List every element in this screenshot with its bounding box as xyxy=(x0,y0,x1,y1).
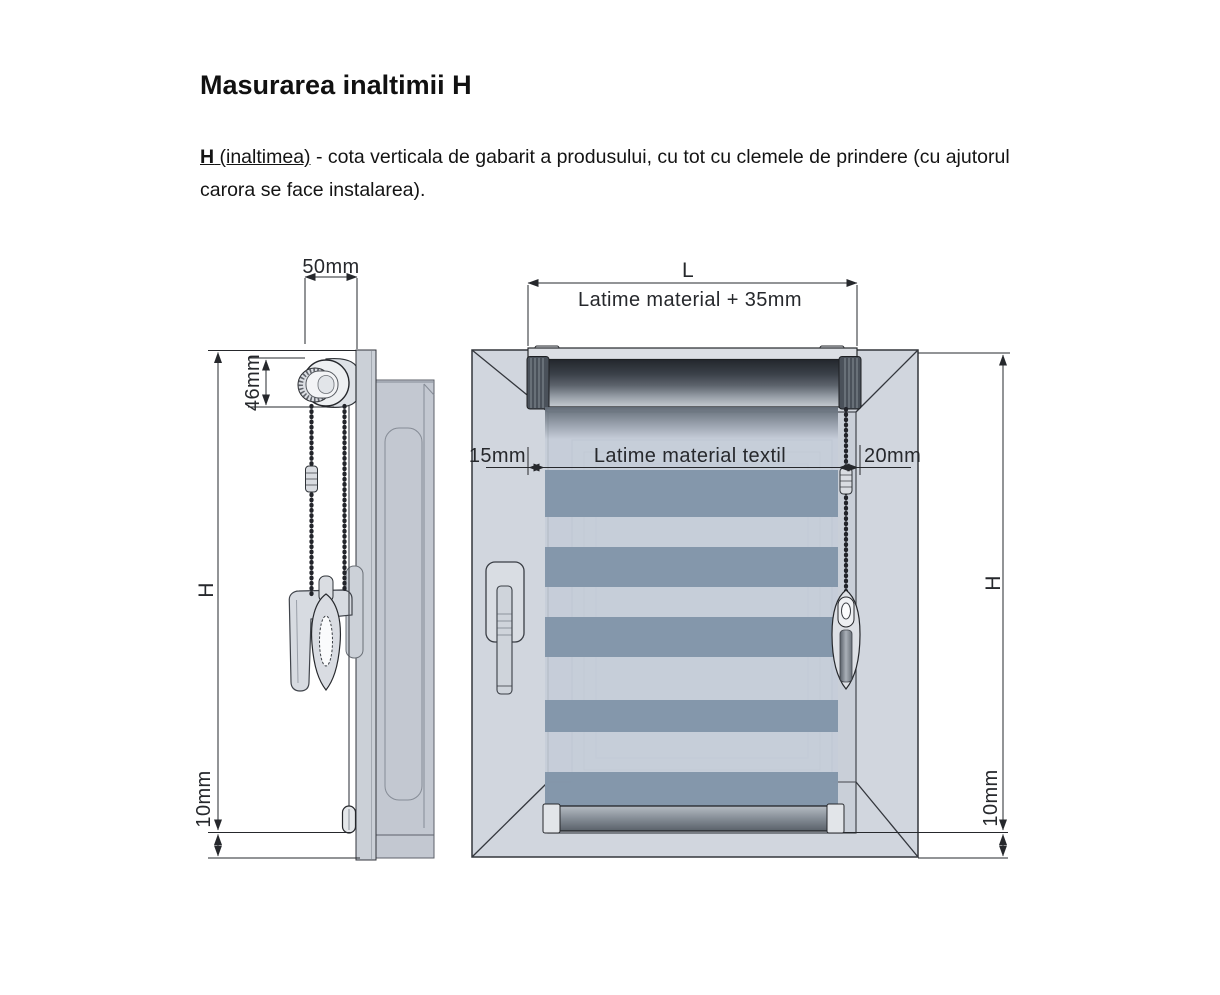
page-title: Masurarea inaltimii H xyxy=(200,70,472,100)
dim-bottom-clearance-left: 10mm xyxy=(193,770,215,828)
chain-connector-side xyxy=(306,466,318,492)
side-view-diagram xyxy=(193,256,434,860)
dim-left-offset: 15mm xyxy=(468,445,526,467)
roller-tube xyxy=(548,360,840,408)
description-text: - cota verticala de gabarit a produsului, cu tot cu clemele de prindere (cu ajutorul xyxy=(310,146,1010,168)
front-view-diagram xyxy=(469,259,1010,858)
tube-end-cap-right xyxy=(839,357,861,410)
dim-bottom-clearance-right: 10mm xyxy=(980,769,1002,827)
description-line-2: carora se face instalarea). xyxy=(200,179,426,201)
roller-cassette-side xyxy=(298,359,356,408)
side-view-dimensions xyxy=(193,256,360,858)
bottom-bar-side xyxy=(343,806,356,833)
chain-connector-front xyxy=(840,468,852,494)
term-h: H xyxy=(200,146,215,168)
dim-bracket-depth: 50mm xyxy=(302,256,360,278)
dim-width-formula: Latime material + 35mm xyxy=(578,289,802,311)
window-frame-side xyxy=(356,350,434,860)
dim-height-right: H xyxy=(982,575,1005,591)
roller-cassette-front xyxy=(527,346,861,409)
dim-height-left: H xyxy=(195,582,218,598)
dim-cassette-height: 46mm xyxy=(242,353,264,412)
dim-textile-width: Latime material textil xyxy=(593,445,787,467)
dim-right-offset: 20mm xyxy=(864,445,922,467)
tube-end-cap-left xyxy=(527,357,549,410)
dim-total-width: L xyxy=(681,259,695,282)
term-inaltimea: (inaltimea) xyxy=(214,146,311,168)
bottom-bar-front xyxy=(543,804,844,833)
